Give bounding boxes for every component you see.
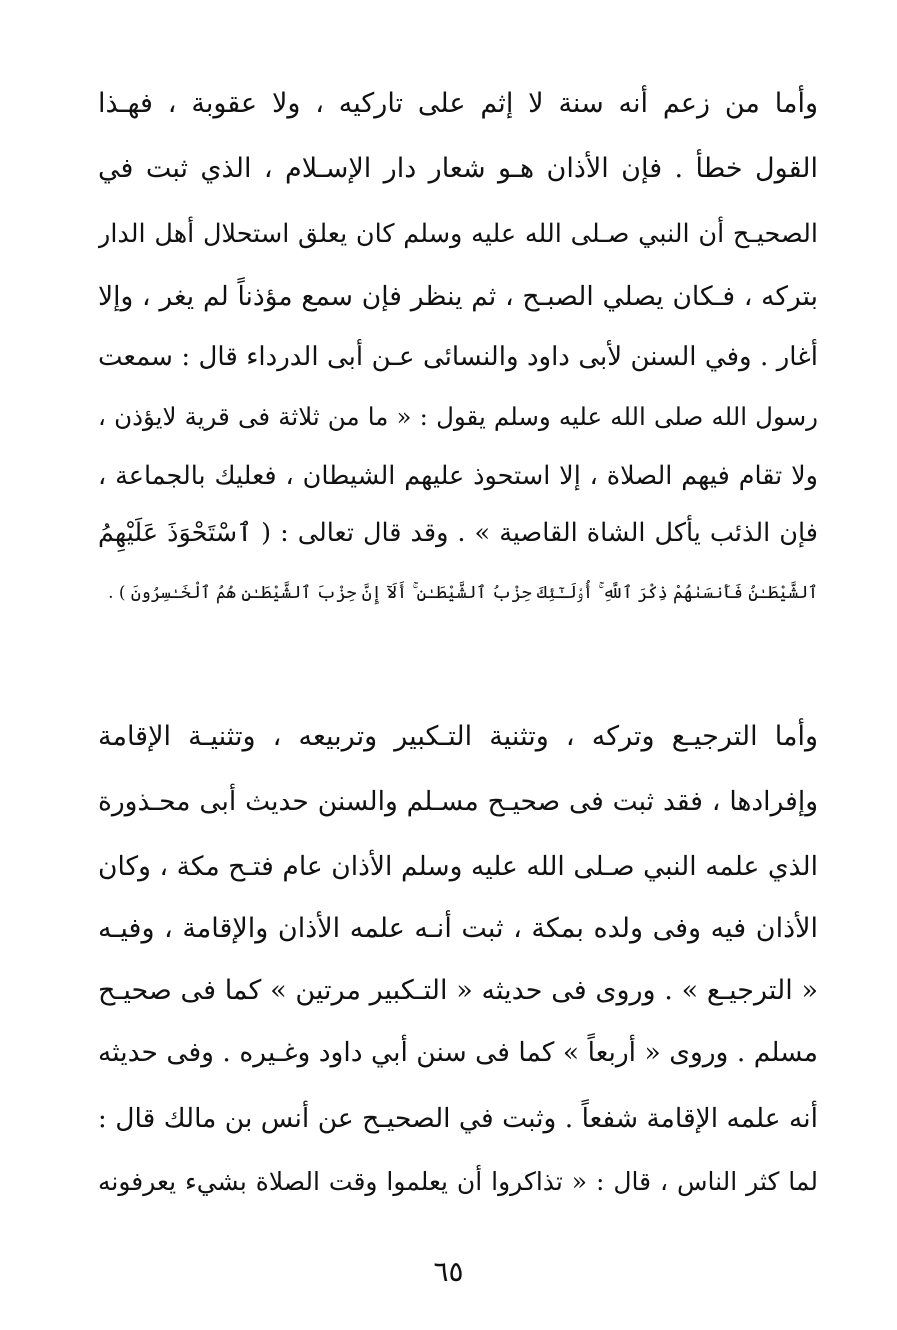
text-line: وإفرادها ، فقد ثبت فى صحيـح مسـلم والسنن حديث أبى محـذورة — [98, 786, 818, 817]
text-line: ولا تقام فيهم الصلاة ، إلا استحوذ عليهم الشيطان ، فعليك بالجماعة ، — [98, 461, 818, 491]
text-line: فإن الذئب يأكل الشاة القاصية » . وقد قال تعالى : ( ٱسْتَحْوَذَ عَلَيْهِمُ — [98, 518, 818, 548]
text-line: أغار . وفي السنن لأبى داود والنسائى عـن أبى الدرداء قال : سمعت — [98, 342, 818, 372]
text-line: بتركه ، فـكان يصلي الصبـح ، ثم ينظر فإن سمع مؤذناً لم يغر ، وإلا — [98, 281, 818, 312]
text-line: مسلم . وروى « أربعاً » كما فى سنن أبي داود وغـيره . وفى حديثه — [98, 1037, 818, 1068]
text-line: وأما الترجيـع وتركه ، وتثنية التـكبير وتربيعه ، وتثنيـة الإقامة — [98, 721, 818, 752]
text-line: أنه علمه الإقامة شفعاً . وثبت في الصحيـح عن أنس بن مالك قال : — [98, 1103, 818, 1134]
text-line: الذي علمه النبي صـلى الله عليه وسلم الأذان عام فتـح مكة ، وكان — [98, 851, 818, 882]
text-line: الأذان فيه وفى ولده بمكة ، ثبت أنـه علمه الأذان والإقامة ، وفيـه — [98, 913, 818, 944]
page-number: ٦٥ — [433, 1255, 464, 1288]
text-line: القول خطأ . فإن الأذان هـو شعار دار الإسـلام ، الذي ثبت في — [98, 153, 818, 184]
text-line: رسول الله صلى الله عليه وسلم يقول : « ما من ثلاثة فى قرية لايؤذن ، — [98, 402, 818, 431]
text-line: لما كثر الناس ، قال : « تذاكروا أن يعلموا وقت الصلاة بشيء يعرفونه — [98, 1167, 818, 1196]
text-line: وأما من زعم أنه سنة لا إثم على تاركيه ، ولا عقوبة ، فهـذا — [98, 88, 818, 119]
quran-verse-line: ٱلشَّيْطَـٰنُ فَأَنسَىٰهُمْ ذِكْرَ ٱللَّهِ ۚ أُو۟لَـٰٓئِكَ حِزْبُ ٱلشَّيْطَـٰنِ ۚ أَلَآ إِنَّ حِزْبَ ٱلشَّيْطَـٰنِ هُمُ ٱلْخَـٰسِرُونَ ) . — [108, 583, 818, 603]
text-line: الصحيـح أن النبي صـلى الله عليه وسلم كان يعلق استحلال أهل الدار — [98, 219, 818, 249]
text-line: « الترجيـع » . وروى فى حديثه « التـكبير مرتين » كما فى صحيـح — [98, 975, 818, 1006]
